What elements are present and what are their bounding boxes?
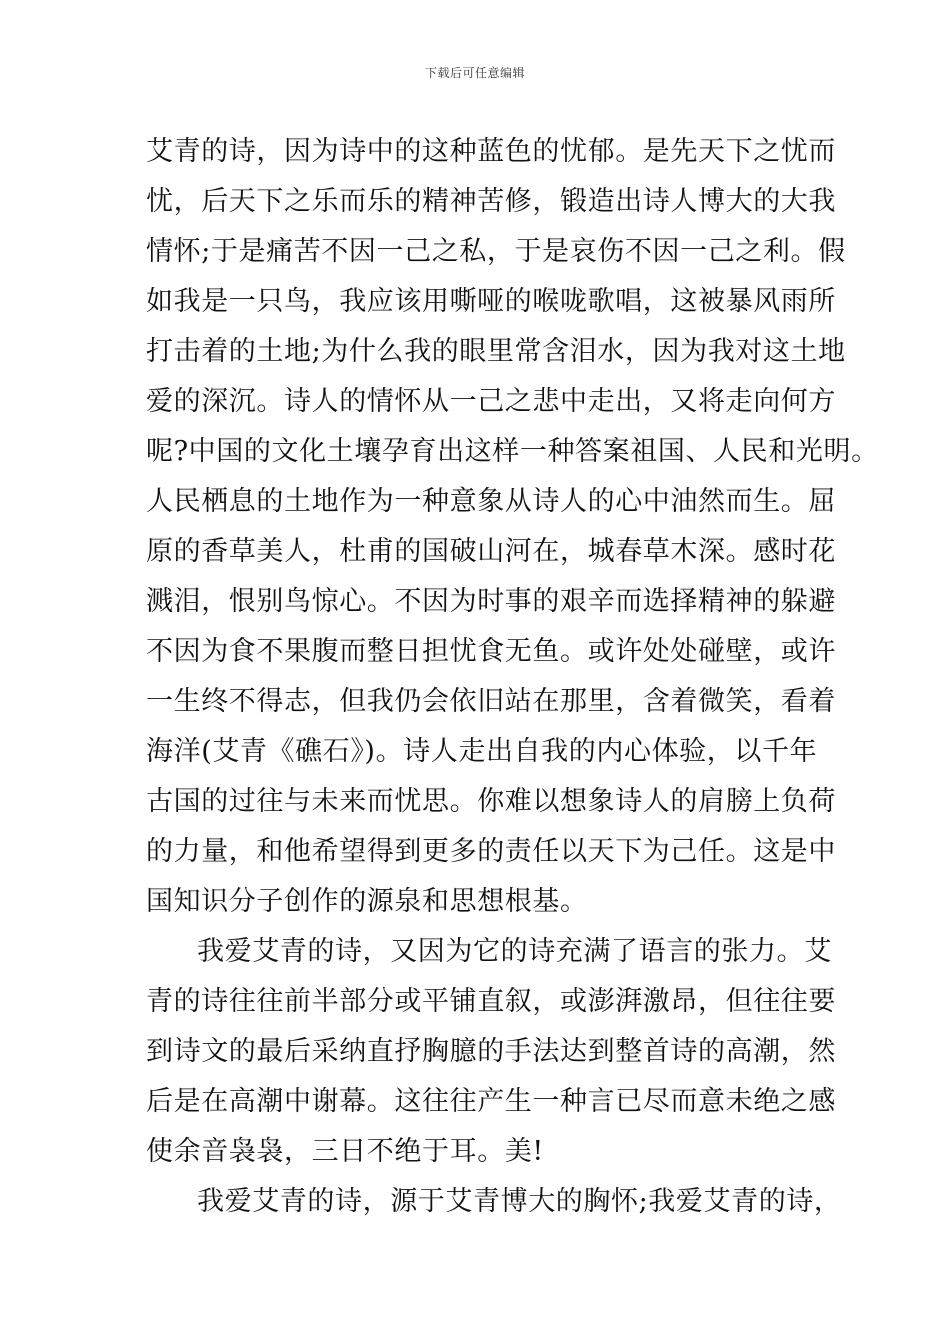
paragraph-1-line: 古国的过往与未来而忧思。你难以想象诗人的肩膀上负荷: [146, 786, 836, 817]
paragraph-1-line: 情怀;于是痛苦不因一己之私，于是哀伤不因一己之利。假: [146, 236, 846, 267]
paragraph-1-line: 不因为食不果腹而整日担忧食无鱼。或许处处碰壁，或许: [146, 636, 836, 667]
paragraph-2-line: 后是在高潮中谢幕。这往往产生一种言已尽而意未绝之感: [146, 1086, 836, 1117]
paragraph-2-line: 到诗文的最后采纳直抒胸臆的手法达到整首诗的高潮，然: [146, 1036, 836, 1067]
paragraph-1-line: 国知识分子创作的源泉和思想根基。: [146, 886, 588, 917]
paragraph-1-line: 人民栖息的土地作为一种意象从诗人的心中油然而生。屈: [146, 486, 836, 517]
paragraph-2-line: 使余音袅袅，三日不绝于耳。美!: [146, 1136, 544, 1167]
paragraph-1-line: 如我是一只鸟，我应该用嘶哑的喉咙歌唱，这被暴风雨所: [146, 286, 836, 317]
paragraph-1-line: 原的香草美人，杜甫的国破山河在，城春草木深。感时花: [146, 536, 836, 567]
paragraph-2-line: 青的诗往往前半部分或平铺直叙，或澎湃激昂，但往往要: [146, 986, 836, 1017]
paragraph-1-line: 爱的深沉。诗人的情怀从一己之悲中走出，又将走向何方: [146, 386, 836, 417]
paragraph-1-line: 打击着的土地;为什么我的眼里常含泪水，因为我对这土地: [146, 336, 846, 367]
paragraph-3-line: 我爱艾青的诗，源于艾青博大的胸怀;我爱艾青的诗，: [197, 1186, 842, 1217]
paragraph-2-line: 我爱艾青的诗，又因为它的诗充满了语言的张力。艾: [197, 936, 832, 967]
paragraph-1-line: 忧，后天下之乐而乐的精神苦修，锻造出诗人博大的大我: [146, 186, 836, 217]
paragraph-1-line: 溅泪，恨别鸟惊心。不因为时事的艰辛而选择精神的躲避: [146, 586, 836, 617]
paragraph-1-line: 的力量，和他希望得到更多的责任以天下为己任。这是中: [146, 836, 836, 867]
paragraph-1-line: 呢?中国的文化土壤孕育出这样一种答案祖国、人民和光明。: [146, 436, 879, 467]
paragraph-1-line: 一生终不得志，但我仍会依旧站在那里，含着微笑，看着: [146, 686, 836, 717]
paragraph-1-line: 艾青的诗，因为诗中的这种蓝色的忧郁。是先天下之忧而: [146, 136, 836, 167]
page-header: 下载后可任意编辑: [424, 66, 525, 80]
paragraph-1-line: 海洋(艾青《礁石》)。诗人走出自我的内心体验，以千年: [146, 736, 818, 767]
